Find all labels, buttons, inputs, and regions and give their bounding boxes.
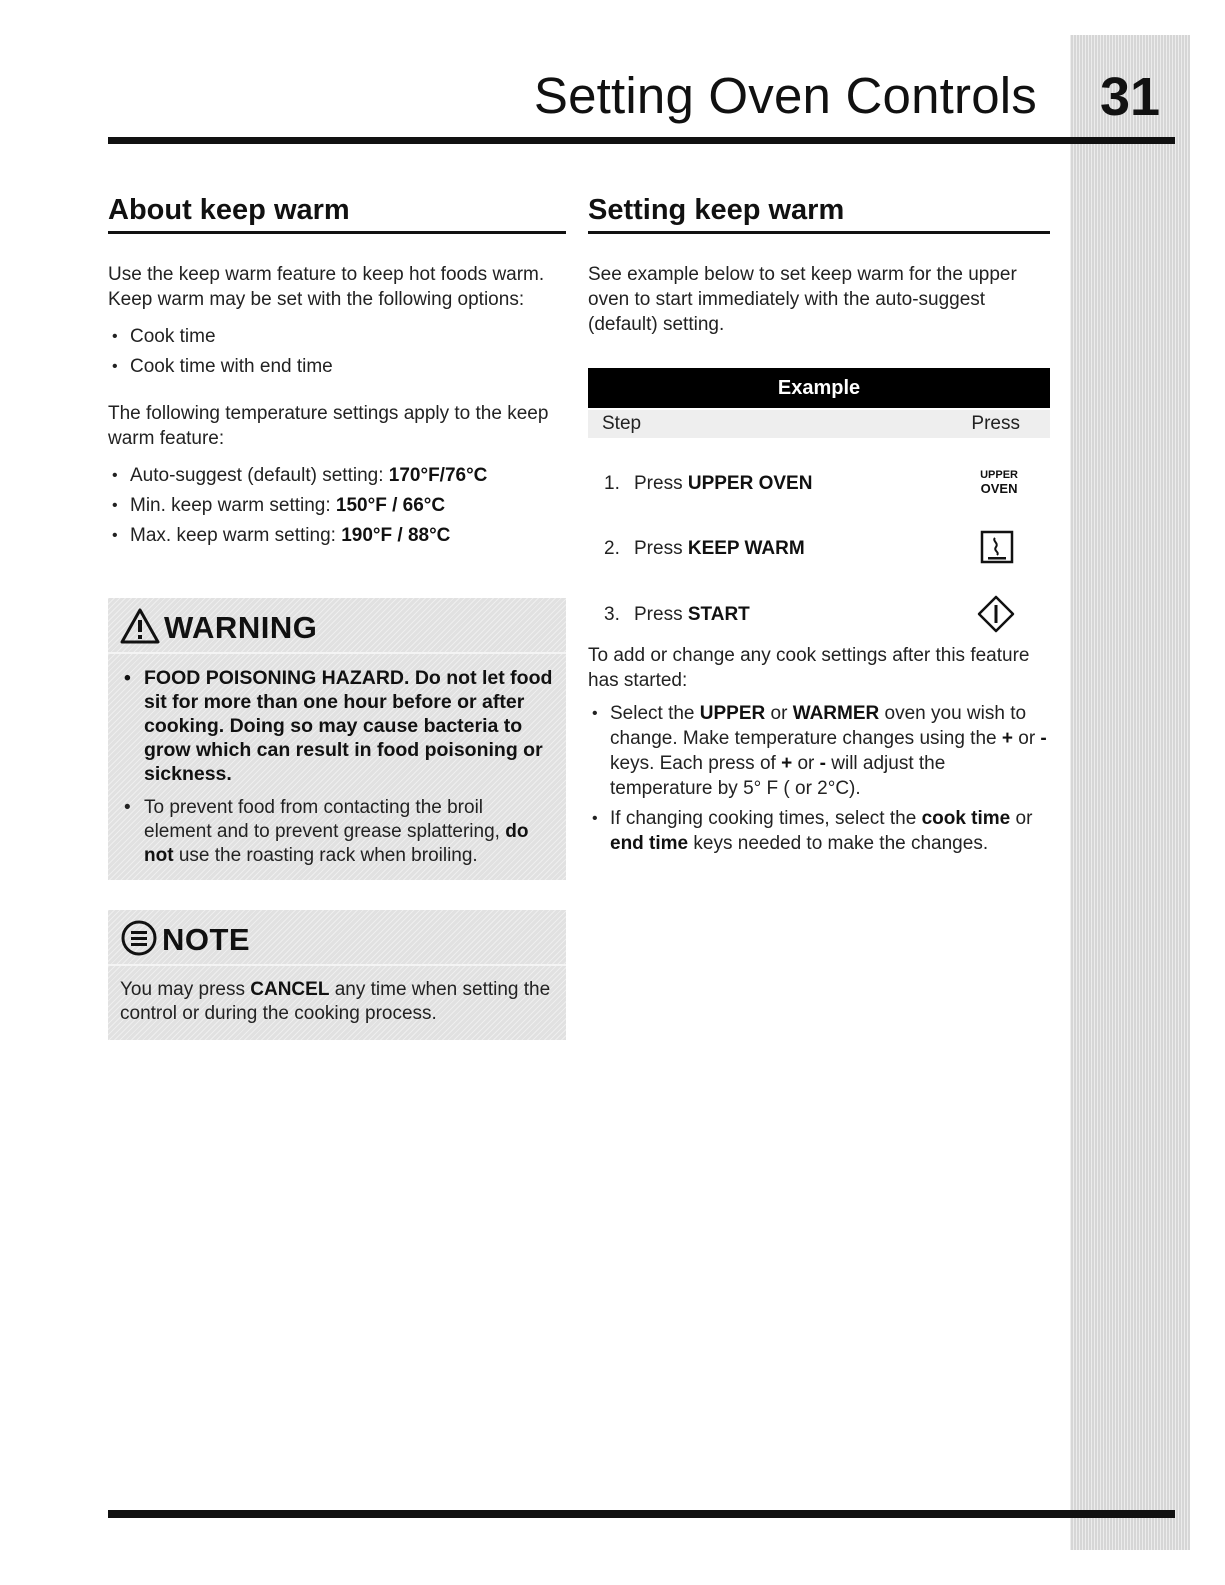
divider [108,652,566,654]
footer-rule [108,1510,1175,1518]
list-item: • To prevent food from contacting the broil element and to prevent grease splattering, do not use the roasting rack when broiling. [122,796,554,868]
note-heading: NOTE [108,910,566,964]
temps-list [108,463,566,548]
after-intro: To add or change any cook settings after this feature has started: [588,645,1030,691]
list-item: • Select the UPPER or WARMER oven you wish to change. Make temperature changes using the + or - keys. Each press of + or - will adjust the temperature by 5° F ( or 2°C). [588,701,1048,801]
about-intro: Use the keep warm feature to keep hot foods warm. Keep warm may be set with the following options: [108,264,545,310]
temp-intro: The following temperature settings apply to the keep warm feature: [108,403,549,449]
page-number: 31 [1099,67,1161,127]
page-title: Setting Oven Controls [533,67,1037,124]
after-list [588,701,1048,856]
list-item: • Min. keep warm setting: 150°F / 66°C [108,493,566,518]
warning-heading: WARNING [108,598,566,652]
upper-oven-key: UPPER OVEN [980,469,1018,496]
divider [108,964,566,966]
list-item: • Cook time [108,324,566,349]
step-row: 2. Press KEEP WARM [604,530,1050,566]
note-box [108,910,566,1040]
list-item: • Auto-suggest (default) setting: 170°F/76°C [108,463,566,488]
options-list [108,324,566,379]
right-column [588,194,1050,337]
section-title-setting: Setting keep warm [588,194,1050,234]
press-column-label: Press [971,413,1020,434]
step-column-label: Step [602,413,642,434]
step-table-header [588,410,1050,438]
section-title-about: About keep warm [108,194,566,234]
warning-triangle-icon [120,608,160,649]
keep-warm-icon [980,530,1014,570]
list-item: • Cook time with end time [108,354,566,379]
list-item: • If changing cooking times, select the cook time or end time keys needed to make the changes. [588,806,1048,856]
side-tab [1070,35,1190,1550]
setting-intro: See example below to set keep warm for the upper oven to start immediately with the auto-suggest (default) setting. [588,264,1017,335]
after-start-section [588,643,1048,861]
warning-list [108,666,566,868]
note-text: You may press CANCEL any time when setting the control or during the cooking process. [120,979,551,1024]
note-icon [120,919,158,962]
start-icon [976,594,1016,640]
step-row: 3. Press START [604,596,1050,632]
list-item: • FOOD POISONING HAZARD. Do not let food sit for more than one hour before or after cooking. Doing so may cause bacteria to grow which can result in food poisoning or sickness. [122,666,554,786]
left-column [108,194,566,553]
example-header: Example [588,368,1050,408]
list-item: • Max. keep warm setting: 190°F / 88°C [108,523,566,548]
step-row: 1. Press UPPER OVEN UPPER OVEN [604,469,1018,496]
header-rule [108,137,1175,144]
warning-box [108,598,566,880]
